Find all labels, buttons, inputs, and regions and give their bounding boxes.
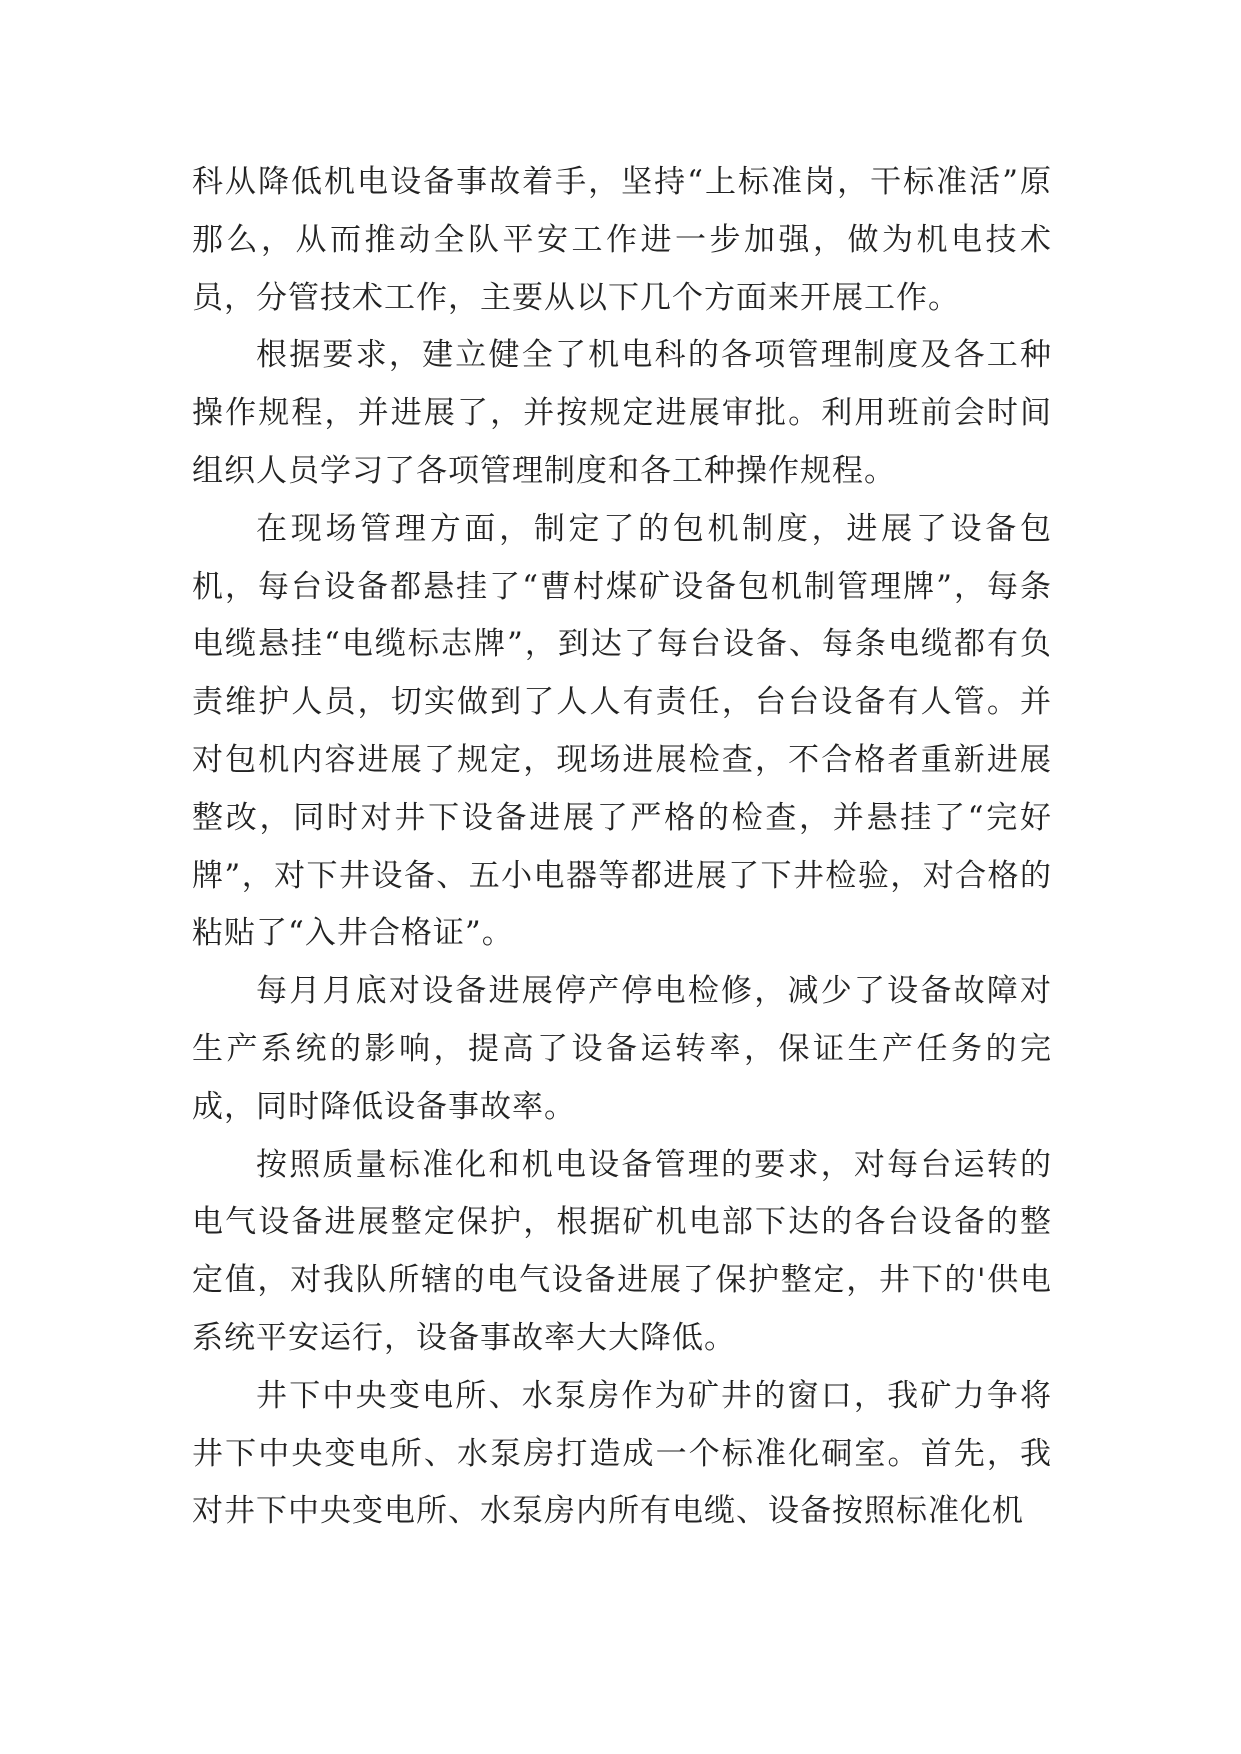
paragraph-4: 每月月底对设备进展停产停电检修，减少了设备故障对生产系统的影响，提高了设备运转率，保证生产任务的完成，同时降低设备事故率。 <box>192 973 1052 1125</box>
paragraph-5: 按照质量标准化和机电设备管理的要求，对每台运转的电气设备进展整定保护，根据矿机电部下达的各台设备的整定值，对我队所辖的电气设备进展了保护整定，井下的'供电系统平安运行，设备事故率大大降低。 <box>192 1146 1052 1356</box>
document-body <box>192 154 1052 1541</box>
paragraph-2: 根据要求，建立健全了机电科的各项管理制度及各工种操作规程，并进展了，并按规定进展审批。利用班前会时间组织人员学习了各项管理制度和各工种操作规程。 <box>192 337 1052 489</box>
paragraph-3: 在现场管理方面，制定了的包机制度，进展了设备包机，每台设备都悬挂了“曹村煤矿设备包机制管理牌”，每条电缆悬挂“电缆标志牌”，到达了每台设备、每条电缆都有负责维护人员，切实做到了人人有责任，台台设备有人管。并对包机内容进展了规定，现场进展检查，不合格者重新进展整改，同时对井下设备进展了严格的检查，并悬挂了“完好牌”，对下井设备、五小电器等都进展了下井检验，对合格的粘贴了“入井合格证”。 <box>192 510 1052 952</box>
paragraph-6: 井下中央变电所、水泵房作为矿井的窗口，我矿力争将井下中央变电所、水泵房打造成一个标准化硐室。首先，我对井下中央变电所、水泵房内所有电缆、设备按照标准化机 <box>192 1377 1052 1530</box>
paragraph-1-continued: 科从降低机电设备事故着手，坚持“上标准岗，干标准活”原那么，从而推动全队平安工作进一步加强，做为机电技术员，分管技术工作，主要从以下几个方面来开展工作。 <box>192 164 1052 316</box>
